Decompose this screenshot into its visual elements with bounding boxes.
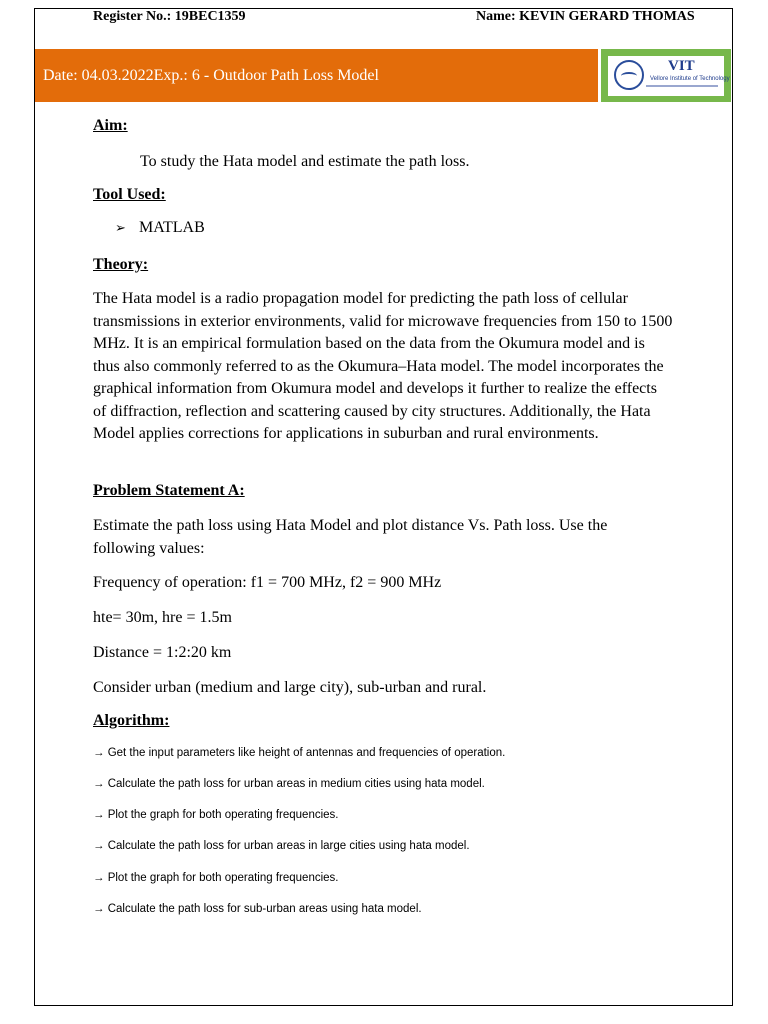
aim-heading: Aim: [93, 117, 128, 134]
algorithm-step: → Calculate the path loss for urban areas in large cities using hata model. [93, 840, 470, 852]
vit-logo [601, 49, 731, 102]
problem-consider: Consider urban (medium and large city), sub-urban and rural. [93, 679, 487, 696]
algorithm-heading: Algorithm: [93, 712, 170, 729]
problem-frequency: Frequency of operation: f1 = 700 MHz, f2 = 900 MHz [93, 574, 442, 591]
tool-heading: Tool Used: [93, 186, 166, 203]
algorithm-step: → Get the input parameters like height of antennas and frequencies of operation. [93, 747, 506, 759]
logo-subtitle: Vellore Institute of Technology [650, 75, 730, 82]
theory-heading: Theory: [93, 256, 149, 273]
problem-distance: Distance = 1:2:20 km [93, 644, 232, 661]
tool-item-label: MATLAB [139, 219, 205, 236]
logo-text: VIT [668, 57, 695, 74]
aim-text: To study the Hata model and estimate the path loss. [140, 153, 470, 170]
banner-title: Date: 04.03.2022Exp.: 6 - Outdoor Path Loss Model [43, 66, 379, 84]
problem-intro: Estimate the path loss using Hata Model and plot distance Vs. Path loss. Use the following values: [93, 517, 608, 557]
algorithm-step: → Calculate the path loss for sub-urban areas using hata model. [93, 903, 422, 915]
problem-heights: hte= 30m, hre = 1.5m [93, 609, 232, 626]
vit-logo-inner [608, 56, 730, 96]
problem-heading: Problem Statement A: [93, 482, 245, 499]
vit-seal-icon [614, 60, 644, 90]
algorithm-step: → Plot the graph for both operating frequencies. [93, 872, 339, 884]
student-name: Name: KEVIN GERARD THOMAS [476, 9, 695, 24]
tool-item [115, 219, 205, 237]
title-banner [35, 49, 598, 102]
logo-fine-print [646, 85, 718, 87]
arrow-bullet-icon: ➢ [115, 220, 126, 235]
theory-text: The Hata model is a radio propagation model for predicting the path loss of cellular transmissions in exterior environments, valid for microwave frequencies from 150 to 1500 MHz. It is an empirical formulation based on the data from the Okumura model and is thus also commonly referred to as the Okumura–Hata model. The model incorporates the graphical information from Okumura model and develops it further to realize the effects of diffraction, reflection and scattering caused by city structures. Additionally, the Hata Model applies corrections for applications in suburban and rural environments. [93, 290, 673, 442]
algorithm-step: → Plot the graph for both operating frequencies. [93, 809, 339, 821]
algorithm-step: → Calculate the path loss for urban areas in medium cities using hata model. [93, 778, 485, 790]
register-number: Register No.: 19BEC1359 [93, 9, 246, 24]
